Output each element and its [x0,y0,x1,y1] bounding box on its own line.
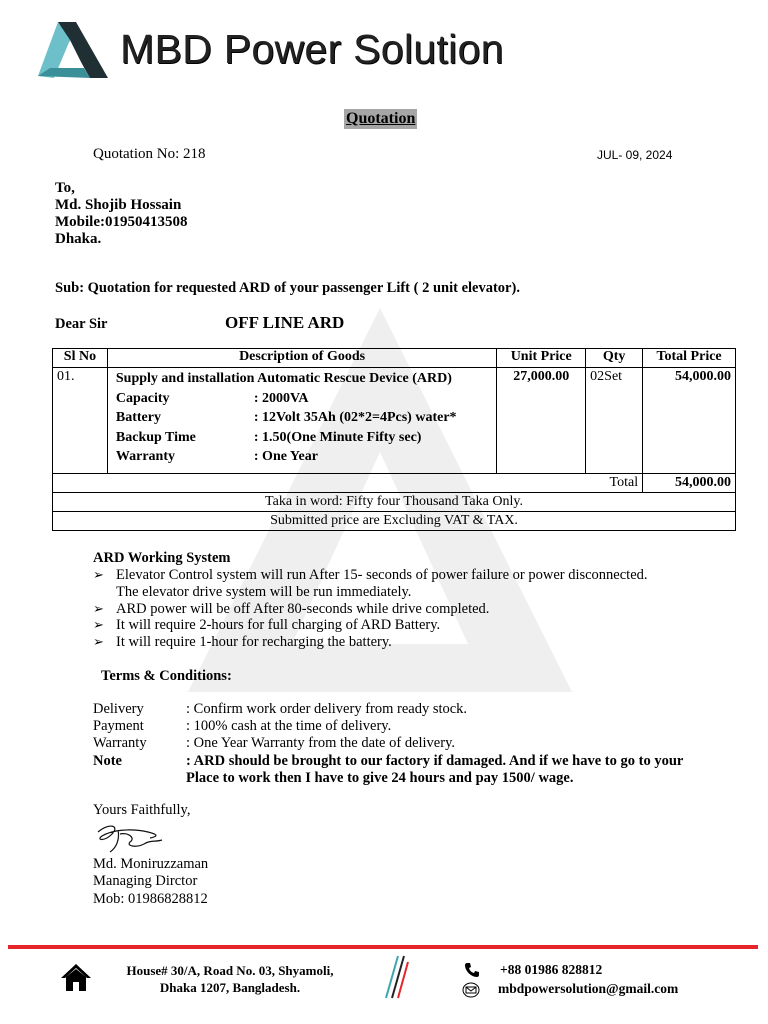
term-label: Delivery [93,701,144,717]
footer-divider [8,945,758,949]
spec-label: Warranty [115,449,175,464]
list-item: ➢ Elevator Control system will run After 15- seconds of power failure or power disconnected. The elevator drive system will be run immediately. [93,567,648,600]
item-title: Supply and installation Automatic Rescue Device (ARD) [115,371,452,386]
spec-value: : 2000VA [253,390,309,406]
in-words-row [53,493,736,512]
footer-phone: +88 01986 828812 [500,962,603,977]
list-item: ➢ It will require 1-hour for recharging the battery. [93,634,392,651]
footer-email: mbdpowersolution@gmail.com [498,981,679,996]
note-value: : ARD should be brought to our factory if damaged. And if we have to go to your Place to work then I have to give 24 hours and pay 1500/ wage. [186,752,684,786]
total-value: 54,000.00 [643,474,736,493]
arrow-bullet-icon: ➢ [93,600,104,616]
spec-value: : 1.50(One Minute Fifty sec) [253,429,422,445]
address-line2: Dhaka 1207, Bangladesh. [159,980,301,995]
arrow-bullet-icon: ➢ [93,567,104,582]
term-label: Payment [93,718,144,735]
header-qty: Qty [586,349,643,368]
list-item: ➢ It will require 2-hours for full charging of ARD Battery. [93,617,441,634]
spec-value: : One Year [253,449,318,464]
list-item: ➢ ARD power will be off After 80-seconds while drive completed. [93,600,490,617]
signature-image [90,818,170,858]
item-description [107,368,496,474]
signer-title: Managing Dirctor [93,873,198,890]
terms-list [93,701,693,787]
recipient-block [55,180,188,248]
signer-name: Md. Moniruzzaman [93,856,209,872]
total-row [53,474,736,493]
header-unit-price: Unit Price [497,349,586,368]
term-row [93,735,693,752]
salutation: Dear Sir [55,316,108,332]
arrow-bullet-icon: ➢ [93,617,104,633]
quotation-number: Quotation No: 218 [93,146,206,162]
term-note-row [93,753,693,787]
header-sl: Sl No [53,349,108,368]
term-value: : Confirm work order delivery from ready stock. [186,701,468,717]
subject-line: Sub: Quotation for requested ARD of your passenger Lift ( 2 unit elevator). [55,280,520,296]
closing-line: Yours Faithfully, [93,802,191,818]
recipient-name: Md. Shojib Hossain [55,197,182,213]
header-description: Description of Goods [107,349,496,368]
triangle-logo-icon [36,18,110,82]
recipient-to: To, [55,180,75,196]
table-row [53,368,736,474]
recipient-city: Dhaka. [55,231,102,247]
goods-table [52,348,736,531]
note-label: Note [93,752,122,769]
signer-mobile: Mob: 01986828812 [93,890,208,907]
term-row [93,701,693,718]
recipient-mobile: Mobile:01950413508 [55,214,188,230]
item-sl: 01. [53,368,108,474]
footer-address [110,962,350,996]
product-heading: OFF LINE ARD [225,313,345,332]
document-title: Quotation [346,110,416,127]
item-qty: 02Set [586,368,643,474]
total-label: Total [53,474,643,493]
table-header-row [53,349,736,368]
address-line1: House# 30/A, Road No. 03, Shyamoli, [126,963,334,978]
spec-label: Battery [115,410,161,425]
item-total-price: 54,000.00 [643,368,736,474]
spec-label: Capacity [115,390,170,406]
vat-row [53,512,736,531]
term-value: : 100% cash at the time of delivery. [186,718,392,735]
header-total-price: Total Price [643,349,736,368]
term-row [93,718,693,735]
spec-label: Backup Time [115,429,196,445]
house-icon [60,962,92,992]
vat-note: Submitted price are Excluding VAT & TAX. [53,512,736,531]
signer-block [93,856,208,908]
company-name: MBD Power Solution [120,26,504,72]
quotation-date: JUL- 09, 2024 [597,148,673,162]
item-unit-price: 27,000.00 [497,368,586,474]
email-icon [462,981,480,999]
term-label: Warranty [93,735,147,752]
decorative-slashes [376,954,410,1000]
term-value: : One Year Warranty from the date of delivery. [186,735,456,752]
spec-value: : 12Volt 35Ah (02*2=4Pcs) water* [253,410,457,425]
ard-system-title: ARD Working System [93,550,231,566]
phone-icon [464,962,480,978]
amount-in-words: Taka in word: Fifty four Thousand Taka Only. [53,493,736,512]
ard-system-list [93,567,653,651]
terms-title: Terms & Conditions: [101,668,232,684]
arrow-bullet-icon: ➢ [93,634,104,650]
